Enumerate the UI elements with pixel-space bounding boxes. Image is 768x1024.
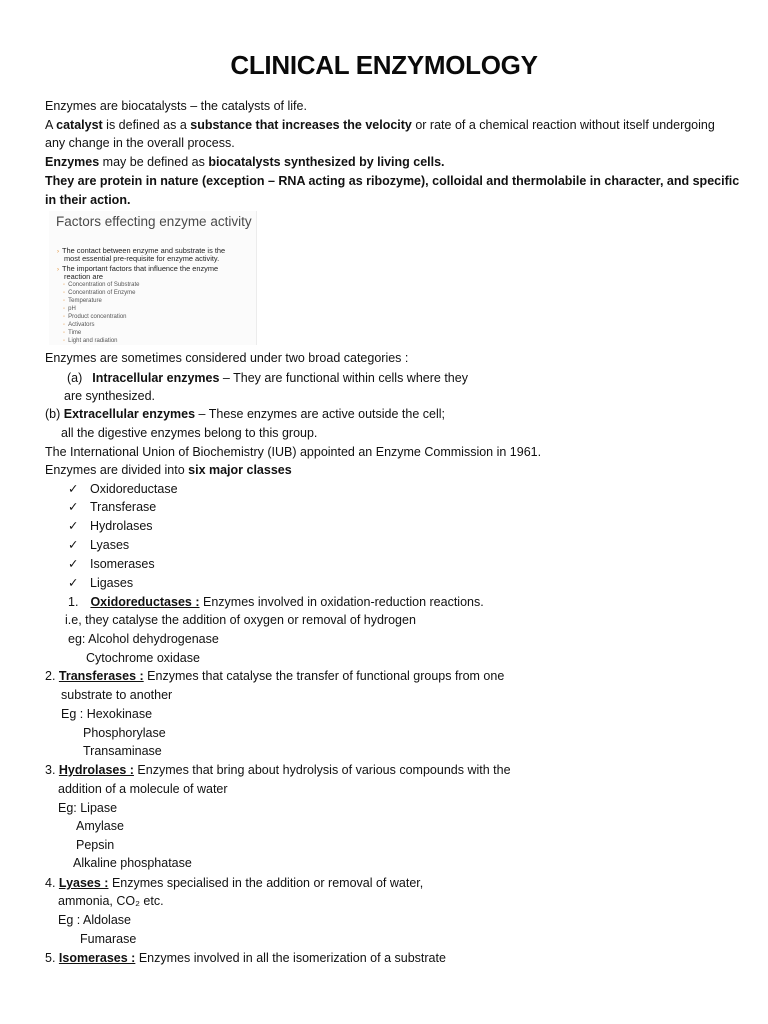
slide-sub-item: ◦ Concentration of Enzyme [63, 290, 136, 296]
bullet-arrow-icon: › [57, 267, 59, 273]
slide-bullet-2-cont: reaction are [64, 272, 104, 281]
check-icon: ✓ [68, 557, 79, 571]
bullet-arrow-icon: › [57, 249, 59, 255]
class-item: ✓ Ligases [68, 576, 134, 590]
category-a: (a) Intracellular enzymes – They are functional within cells where they [67, 371, 468, 385]
lyases-example-1: Eg : Aldolase [58, 913, 131, 927]
intro-line-6: in their action. [45, 193, 131, 207]
slide-bullet-1-cont: most essential pre-requisite for enzyme activity. [64, 254, 220, 263]
slide-title: Factors effecting enzyme activity [56, 214, 252, 229]
hydrolases-example-4: Alkaline phosphatase [73, 856, 192, 870]
class-item: ✓ Hydrolases [68, 519, 153, 533]
class-item: ✓ Oxidoreductase [68, 482, 178, 496]
slide-sub-item: ◦ Light and radiation [63, 338, 118, 344]
check-icon: ✓ [68, 482, 79, 496]
slide-sub-item: ◦ Activators [63, 322, 95, 328]
transferases-heading: 2. Transferases : Enzymes that catalyse the transfer of functional groups from one [45, 669, 505, 683]
oxidoreductases-line-2: i.e, they catalyse the addition of oxygen or removal of hydrogen [65, 613, 416, 627]
hydrolases-line-2: addition of a molecule of water [58, 782, 228, 796]
transferases-example-3: Transaminase [83, 744, 162, 758]
page-title: CLINICAL ENZYMOLOGY [230, 50, 538, 80]
intro-line-1: Enzymes are biocatalysts – the catalysts of life. [45, 99, 307, 113]
hydrolases-example-3: Pepsin [76, 838, 115, 852]
classes-intro: Enzymes are divided into six major classes [45, 463, 292, 477]
isomerases-heading: 5. Isomerases : Enzymes involved in all the isomerization of a substrate [45, 951, 446, 965]
slide-image-factors [49, 211, 257, 345]
slide-bullet-2: › The important factors that influence the enzyme [57, 264, 219, 273]
class-item: ✓ Transferase [68, 500, 157, 514]
hydrolases-example-2: Amylase [76, 819, 124, 833]
transferases-example-2: Phosphorylase [83, 726, 166, 740]
intro-line-3: any change in the overall process. [45, 136, 235, 150]
iub-line: The International Union of Biochemistry (IUB) appointed an Enzyme Commission in 1961. [45, 445, 542, 459]
check-icon: ✓ [68, 500, 79, 514]
slide-sub-item: ◦ Temperature [63, 298, 102, 304]
categories-intro: Enzymes are sometimes considered under two broad categories : [45, 351, 409, 365]
slide-sub-item: ◦ pH [63, 306, 76, 312]
intro-line-5: They are protein in nature (exception – RNA acting as ribozyme), colloidal and thermolabile in character, and specific [45, 174, 740, 188]
hydrolases-heading: 3. Hydrolases : Enzymes that bring about hydrolysis of various compounds with the [45, 763, 511, 777]
slide-sub-item: ◦ Time [63, 330, 82, 336]
slide-sub-item: ◦ Concentration of Substrate [63, 282, 140, 288]
oxidoreductases-example-1: eg: Alcohol dehydrogenase [68, 632, 219, 646]
category-a-cont: are synthesized. [64, 389, 156, 403]
transferases-line-2: substrate to another [61, 688, 173, 702]
lyases-heading: 4. Lyases : Enzymes specialised in the addition or removal of water, [45, 876, 424, 890]
class-item: ✓ Lyases [68, 538, 130, 552]
check-icon: ✓ [68, 576, 79, 590]
category-b: (b) Extracellular enzymes – These enzymes are active outside the cell; [45, 407, 445, 421]
slide-bullet-1: › The contact between enzyme and substrate is the [57, 246, 226, 255]
intro-line-4: Enzymes may be defined as biocatalysts synthesized by living cells. [45, 155, 445, 169]
lyases-line-2: ammonia, CO₂ etc. [58, 894, 164, 908]
transferases-example-1: Eg : Hexokinase [61, 707, 153, 721]
oxidoreductases-heading: 1. Oxidoreductases : Enzymes involved in oxidation-reduction reactions. [68, 595, 484, 609]
check-icon: ✓ [68, 519, 79, 533]
hydrolases-example-1: Eg: Lipase [58, 801, 118, 815]
category-b-cont: all the digestive enzymes belong to this group. [61, 426, 318, 440]
intro-line-2: A catalyst is defined as a substance that increases the velocity or rate of a chemical reaction without itself undergoing [45, 118, 715, 132]
class-item: ✓ Isomerases [68, 557, 155, 571]
oxidoreductases-example-2: Cytochrome oxidase [86, 651, 200, 665]
check-icon: ✓ [68, 538, 79, 552]
lyases-example-2: Fumarase [80, 932, 137, 946]
slide-sub-item: ◦ Product concentration [63, 314, 127, 320]
